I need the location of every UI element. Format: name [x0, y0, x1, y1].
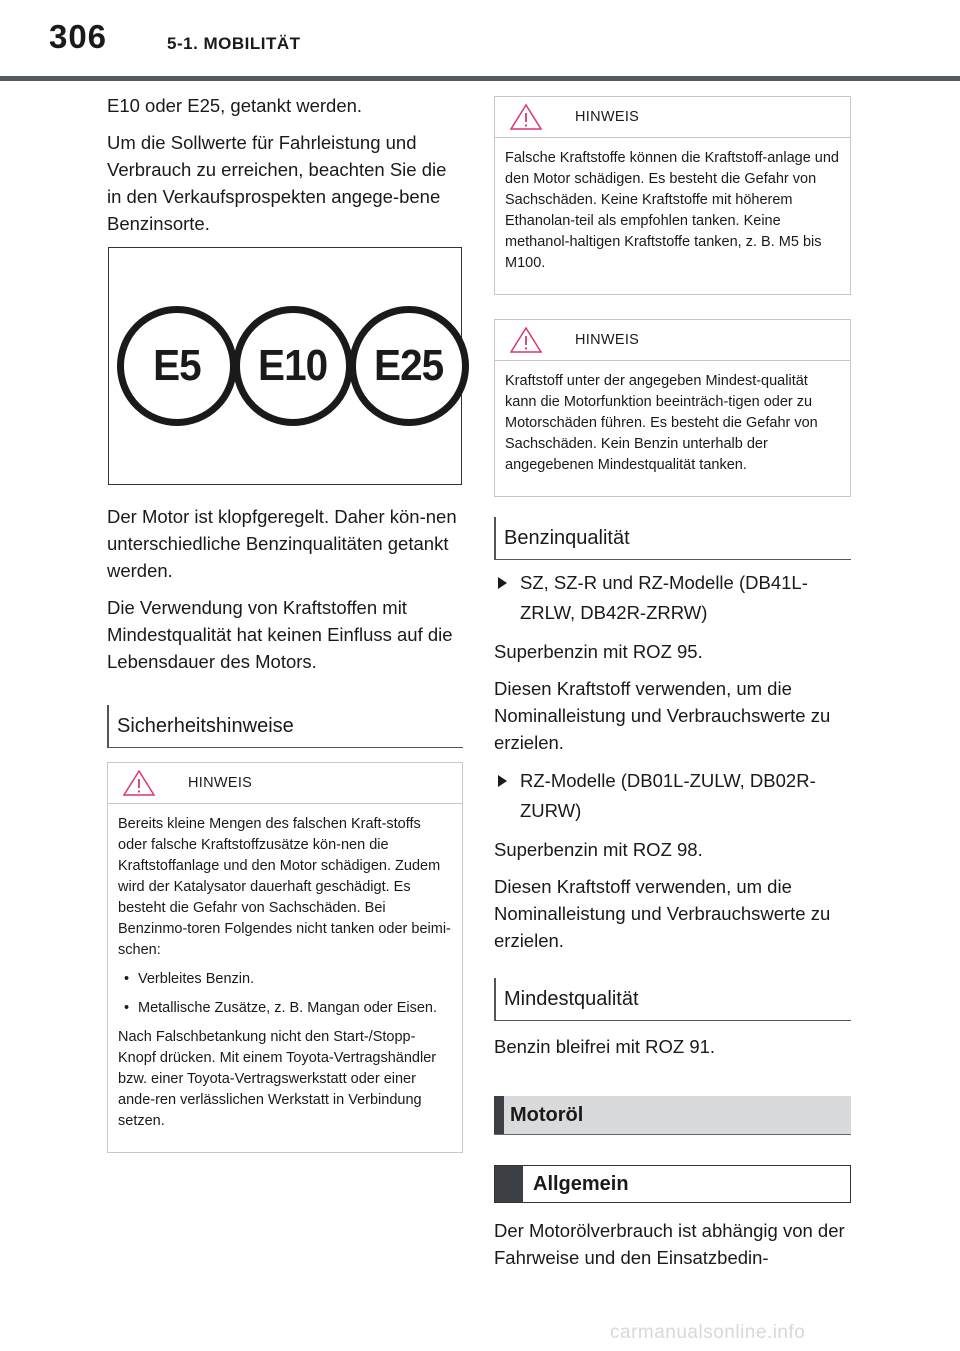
model-item-sz [494, 568, 851, 628]
notice-item: • Metallische Zusätze, z. B. Mangan oder Eisen. [118, 998, 452, 1019]
oil-section-heading: Motoröl [494, 1096, 851, 1135]
notice-body [108, 804, 462, 1152]
watermark: carmanualsonline.info [610, 1322, 806, 1343]
notice-box-fuel [107, 762, 463, 1153]
bullet-arrow-icon [498, 775, 507, 787]
header-rule [0, 76, 960, 81]
model-fuel-ron95: Superbenzin mit ROZ 95. [494, 641, 703, 662]
notice-header [495, 97, 850, 138]
warning-triangle-icon [509, 103, 543, 131]
safety-heading: Sicherheitshinweise [107, 705, 463, 748]
general-subheading: Allgemein [494, 1165, 851, 1203]
fuel-label-e25: E25 [349, 306, 469, 426]
model-fuel-ron98: Superbenzin mit ROZ 98. [494, 839, 703, 860]
model-fuel-note: Diesen Kraftstoff verwenden, um die Nominalleistung und Verbrauchswerte zu erzielen. [494, 876, 831, 951]
left-column [107, 92, 463, 1153]
page-header [0, 0, 960, 80]
knock-control-paragraph: Der Motor ist klopfgeregelt. Daher kön-nen unterschiedliche Benzinqualitäten getankt werden. [107, 506, 457, 581]
min-quality-text: Benzin bleifrei mit ROZ 91. [494, 1036, 716, 1057]
notice-box-min-quality [494, 319, 851, 497]
notice-label: HINWEIS [575, 109, 640, 125]
notice-box-wrong-fuel [494, 96, 851, 295]
model-title: SZ, SZ-R und RZ-Modelle (DB41L-ZRLW, DB42R-ZRRW) [520, 572, 808, 623]
right-column [494, 96, 851, 1281]
notice-list [118, 969, 452, 1019]
model-item-rz [494, 766, 851, 826]
notice-item: • Verbleites Benzin. [118, 969, 452, 990]
fuel-label-e10: E10 [233, 306, 353, 426]
intro-paragraph-2: Um die Sollwerte für Fahrleistung und Verbrauch zu erreichen, beachten Sie die in den Verkaufsprospekten angege-bene Benzinsorte. [107, 132, 447, 234]
bullet-arrow-icon [498, 577, 507, 589]
notice-text: Kraftstoff unter der angegeben Mindest-qualität kann die Motorfunktion beeinträch-tigen oder zu Motorschäden führen. Es besteht die Gefahr von Sachschäden. Kein Benzin unterhalb der angegebenen Mindestqualität tanken. [505, 373, 818, 473]
min-quality-heading: Mindestqualität [494, 978, 851, 1021]
page-number: 306 [48, 18, 108, 55]
notice-outro: Nach Falschbetankung nicht den Start-/Stopp-Knopf drücken. Mit einem Toyota-Vertragshändler bzw. einer Toyota-Vertragswerkstatt oder einer ande-ren verlässlichen Werkstatt in Verbindung setzen. [118, 1029, 437, 1129]
min-quality-paragraph: Die Verwendung von Kraftstoffen mit Mindestqualität hat keinen Einfluss auf die Lebensdauer des Motors. [107, 597, 453, 672]
notice-body [495, 138, 850, 294]
quality-heading: Benzinqualität [494, 517, 851, 560]
model-title: RZ-Modelle (DB01L-ZULW, DB02R-ZURW) [520, 770, 816, 821]
notice-intro: Bereits kleine Mengen des falschen Kraft-stoffs oder falsche Kraftstoffzusätze kön-nen die Kraftstoffanlage und den Motor schädigen. Zudem wird der Katalysator dauerhaft geschädigt. Es besteht die Gefahr von Sachschäden. Bei Benzinmo-toren Folgendes nicht tanken oder beimi-schen: [118, 816, 451, 958]
notice-header [108, 763, 462, 804]
notice-label: HINWEIS [575, 332, 640, 348]
fuel-label-e5: E5 [117, 306, 237, 426]
model-fuel-note: Diesen Kraftstoff verwenden, um die Nominalleistung und Verbrauchswerte zu erzielen. [494, 678, 831, 753]
warning-triangle-icon [122, 769, 156, 797]
fuel-label-figure [108, 247, 462, 485]
notice-text: Falsche Kraftstoffe können die Kraftstoff-anlage und den Motor schädigen. Es besteht die Gefahr von Sachschäden. Keine Kraftstoffe mit höherem Ethanolan-teil als empfohlen tanken. Keine methanol-haltigen Kraftstoffe tanken, z. B. M5 bis M100. [505, 150, 839, 271]
notice-header [495, 320, 850, 361]
notice-label: HINWEIS [188, 775, 253, 791]
notice-body [495, 361, 850, 496]
oil-consumption-text: Der Motorölverbrauch ist abhängig von der Fahrweise und den Einsatzbedin- [494, 1220, 845, 1268]
intro-paragraph-1: E10 oder E25, getankt werden. [107, 95, 363, 116]
section-title: 5-1. MOBILITÄT [167, 34, 301, 53]
warning-triangle-icon [509, 326, 543, 354]
